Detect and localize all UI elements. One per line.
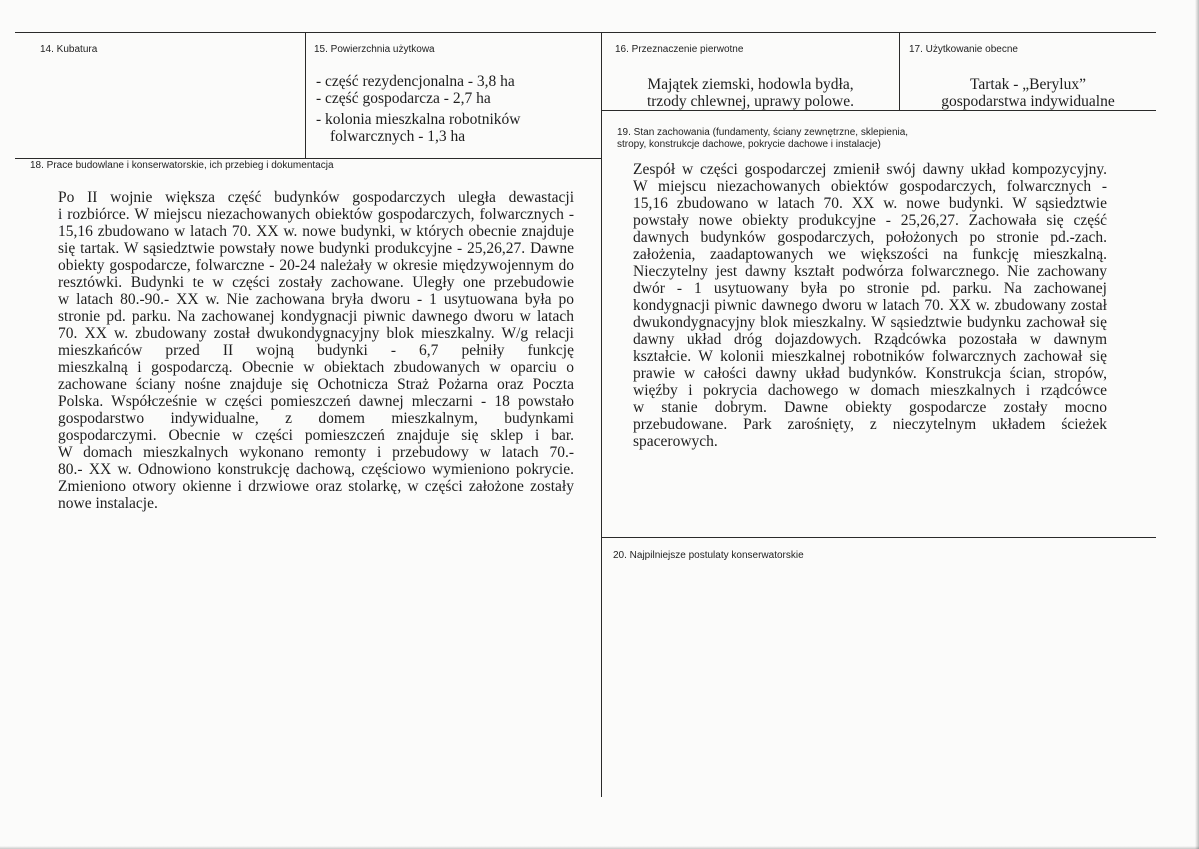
field-16-label: 16. Przeznaczenie pierwotne bbox=[615, 44, 744, 55]
condition-line: w stanie dobrym. Dawne obiekty gospodarcze zostały mocno bbox=[633, 399, 1107, 416]
field-15-value bbox=[316, 73, 596, 145]
works-line: 80.- XX w. Odnowiono konstrukcję dachową, częściowo wymieniono pokrycie. bbox=[58, 461, 574, 478]
works-line: 70. XX w. zbudowany został dwukondygnacyjny blok mieszkalny. W/g relacji bbox=[58, 325, 574, 342]
original-use-line: trzody chlewnej, uprawy polowe. bbox=[646, 93, 855, 110]
works-line: i rozbiórce. W miejscu niezachowanych obiektów gospodarczych, folwarcznych - bbox=[58, 206, 574, 223]
scan-edge-right bbox=[1195, 0, 1199, 849]
works-line: Po II wojnie większa część budynków gospodarczych uległa dewastacji bbox=[58, 189, 574, 206]
condition-line: kondygnacji piwnic dawnego dworu w latach 70. XX w. zbudowany został bbox=[633, 297, 1107, 314]
condition-line: 15,16 zbudowano w latach 70. XX w. nowe budynki. W sąsiedztwie bbox=[633, 195, 1107, 212]
condition-line: Nieczytelny jest dawny kształt podwórza folwarcznego. Nie zachowany bbox=[633, 263, 1107, 280]
field-19-label bbox=[617, 127, 908, 151]
condition-line: prawie w całości dawny układ budynków. Konstrukcja ścian, stropów, bbox=[633, 365, 1107, 382]
row2-top-left bbox=[15, 158, 601, 159]
works-line: 15,16 zbudowano w latach 70. XX w. nowe budynki, w których obecnie znajduje bbox=[58, 223, 574, 240]
works-line: resztówki. Budynki te w części zostały zachowane. Uległy one przebudowie bbox=[58, 274, 574, 291]
condition-line: powstały nowe obiekty produkcyjne - 25,26,27. Zachowała się część bbox=[633, 212, 1107, 229]
works-line: Zmieniono otwory okienne i drzwiowe oraz stolarkę, w części założone zostały bbox=[58, 478, 574, 495]
field-17-value bbox=[900, 76, 1156, 110]
condition-line: dawnych budynków gospodarczych, położonych po stronie pd.-zach. bbox=[633, 229, 1107, 246]
area-colony-cont: folwarcznych - 1,3 ha bbox=[330, 128, 466, 145]
row3-top-right bbox=[601, 537, 1156, 538]
top-border bbox=[15, 32, 1156, 33]
works-line: się tartak. W sąsiedztwie powstały nowe budynki produkcyjne - 25,26,27. Dawne bbox=[58, 240, 574, 257]
current-use-line: gospodarstwa indywidualne bbox=[941, 93, 1115, 110]
works-line: W domach mieszkalnych wykonano remonty i przebudowy w latach 70.- bbox=[58, 444, 574, 461]
works-line: stronie pd. parku. Na zachowanej kondygnacji piwnic dawnego dworu w latach bbox=[58, 308, 574, 325]
field-16-value bbox=[602, 76, 899, 110]
original-use-line: Majątek ziemski, hodowla bydła, bbox=[647, 76, 854, 93]
works-line: gospodarczymi. Obecnie w części pomieszczeń znajduje się sklep i bar. bbox=[58, 427, 574, 444]
condition-line: założenia, zaadaptowanych we większości na funkcję mieszkalną. bbox=[633, 246, 1107, 263]
field-20-label: 20. Najpilniejsze postulaty konserwatorskie bbox=[613, 550, 804, 561]
divider-14-15 bbox=[305, 32, 306, 158]
works-line: Polska. Współcześnie w części pomieszczeń dawnej mleczarni - 18 powstało bbox=[58, 393, 574, 410]
row2-top-right bbox=[601, 110, 1156, 111]
center-divider bbox=[601, 32, 602, 797]
current-use-line: Tartak - „Berylux” bbox=[970, 76, 1086, 93]
works-line: obiekty gospodarcze, folwarczne - 20-24 należały w okresie międzywojennym do bbox=[58, 257, 574, 274]
area-farm: - część gospodarcza - 2,7 ha bbox=[316, 90, 491, 107]
works-line: gospodarstwo indywidualne, z domem mieszkalnym, budynkami bbox=[58, 410, 574, 427]
works-line: w latach 80.-90.- XX w. Nie zachowana bryła dworu - 1 usytuowana była po bbox=[58, 291, 574, 308]
condition-line: przebudowane. Park zarośnięty, z nieczytelnym układem ścieżek bbox=[633, 416, 1107, 433]
condition-line: Zespół w części gospodarczej zmienił swój dawny układ kompozycyjny. bbox=[633, 161, 1107, 178]
field-19-value bbox=[633, 161, 1107, 450]
area-colony: - kolonia mieszkalna robotników bbox=[316, 111, 521, 128]
condition-line: dwór - 1 usytuowany była po stronie pd. parku. Na zachowanej bbox=[633, 280, 1107, 297]
field-19-label-line: 19. Stan zachowania (fundamenty, ściany zewnętrzne, sklepienia, bbox=[617, 127, 909, 138]
field-15-label: 15. Powierzchnia użytkowa bbox=[314, 44, 435, 55]
field-19-label-line: stropy, konstrukcje dachowe, pokrycie dachowe i instalacje) bbox=[617, 139, 881, 150]
condition-line: spacerowych. bbox=[633, 433, 718, 450]
field-18-value bbox=[58, 189, 574, 512]
condition-line: W miejscu niezachowanych obiektów gospodarczych, folwarcznych - bbox=[633, 178, 1107, 195]
works-line: mieszkańców przed II wojną budynki - 6,7 pełniły funkcję bbox=[58, 342, 574, 359]
area-residential: - część rezydencjonalna - 3,8 ha bbox=[316, 73, 515, 90]
field-17-label: 17. Użytkowanie obecne bbox=[909, 44, 1018, 55]
condition-line: dawny układ dróg dojazdowych. Rządcówka pozostała w dawnym bbox=[633, 331, 1107, 348]
condition-line: więźby i pokrycia dachowego w domach mieszkalnych i rządcówce bbox=[633, 382, 1107, 399]
works-line: nowe instalacje. bbox=[58, 495, 158, 512]
condition-line: kształcie. W kolonii mieszkalnej robotników folwarcznych zachował się bbox=[633, 348, 1107, 365]
condition-line: dwukondygnacyjny blok mieszkalny. W sąsiedztwie budynku zachował się bbox=[633, 314, 1107, 331]
works-line: mieszkalną i gospodarczą. Obecnie w obiektach zbudowanych w oparciu o bbox=[58, 359, 574, 376]
field-14-label: 14. Kubatura bbox=[40, 44, 98, 55]
field-18-label: 18. Prace budowlane i konserwatorskie, ich przebieg i dokumentacja bbox=[30, 160, 334, 171]
works-line: zachowane ściany nośne znajduje się Ochotnicza Straż Pożarna oraz Poczta bbox=[58, 376, 574, 393]
